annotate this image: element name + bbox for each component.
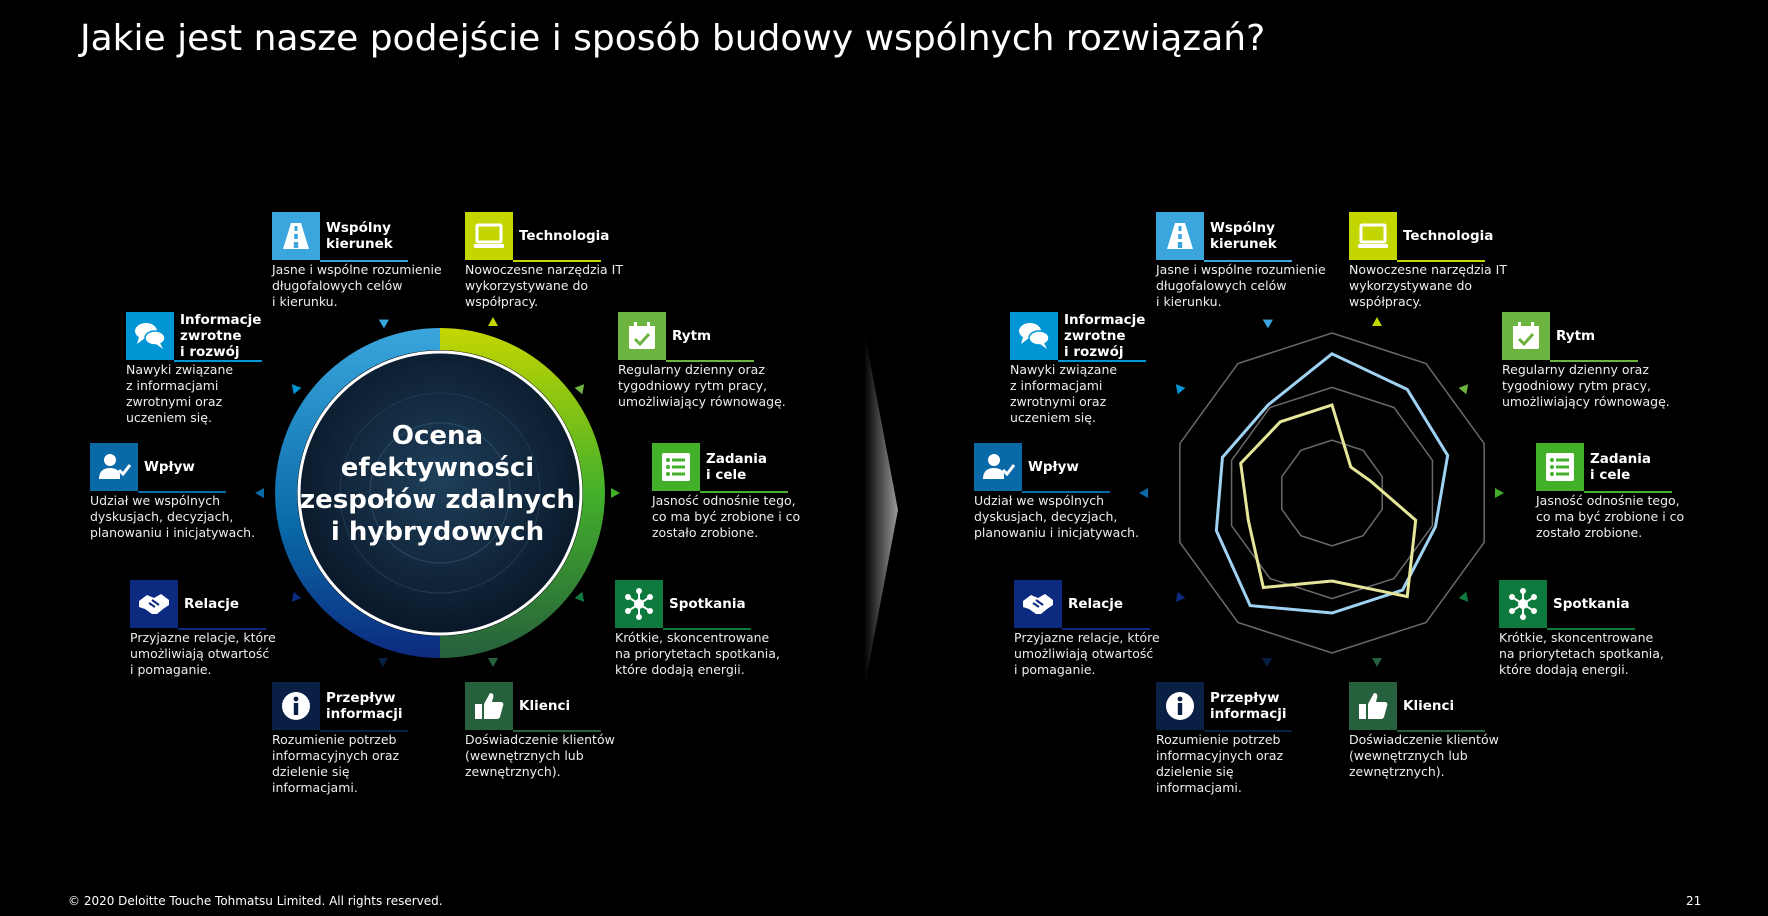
info-icon <box>272 682 320 730</box>
item-heading: Rytm <box>1556 328 1596 344</box>
item-heading: Wpływ <box>144 459 195 475</box>
radar-grid-ring-2 <box>1232 387 1433 598</box>
network-icon <box>1499 580 1547 628</box>
item-heading: Informacje zwrotne i rozwój <box>1064 312 1146 360</box>
direction-arrow-8 <box>1172 592 1185 605</box>
item-heading: Przepływ informacji <box>1210 690 1287 722</box>
calendar-check-icon <box>1502 312 1550 360</box>
direction-arrow-1 <box>1260 315 1273 328</box>
item-description: Przyjazne relacje, które umożliwiają otwartość i pomaganie. <box>130 630 276 677</box>
item-description: Regularny dzienny oraz tygodniowy rytm pracy, umożliwiający równowagę. <box>1502 362 1670 409</box>
checklist-icon <box>652 443 700 491</box>
item-description: Krótkie, skoncentrowane na priorytetach spotkania, które dodają energii. <box>1499 630 1664 677</box>
direction-arrow-3 <box>575 381 588 394</box>
item-description: Jasność odnośnie tego, co ma być zrobione i co zostało zrobione. <box>652 493 801 540</box>
direction-arrow-7 <box>1262 658 1272 667</box>
item-heading: Klienci <box>1403 698 1455 714</box>
item-description: Nawyki związane z informacjami zwrotnymi oraz uczeniem się. <box>126 362 234 425</box>
direction-arrow-1 <box>376 315 389 328</box>
item-heading: Technologia <box>1403 228 1494 244</box>
item-description: Doświadczenie klientów (wewnętrznych lub zewnętrznych). <box>465 732 615 779</box>
item-heading: Relacje <box>184 596 240 612</box>
item-description: Regularny dzienny oraz tygodniowy rytm pracy, umożliwiający równowagę. <box>618 362 786 409</box>
direction-arrow-5 <box>1459 592 1472 605</box>
item-heading: Zadania i cele <box>1590 451 1652 483</box>
item-description: Jasność odnośnie tego, co ma być zrobione i co zostało zrobione. <box>1536 493 1685 540</box>
item-description: Nowoczesne narzędzia IT wykorzystywane do współpracy. <box>465 262 623 309</box>
item-description: Rozumienie potrzeb informacyjnych oraz dzielenie się informacjami. <box>1156 732 1284 795</box>
thumbs-up-icon <box>1349 682 1397 730</box>
chat-icon <box>1010 312 1058 360</box>
center-title: Ocena efektywności zespołów zdalnych i hybrydowych <box>300 421 575 547</box>
direction-arrow-7 <box>378 658 388 667</box>
handshake-icon <box>130 580 178 628</box>
network-icon <box>615 580 663 628</box>
laptop-icon <box>1349 212 1397 260</box>
direction-arrow-6 <box>1372 658 1382 667</box>
item-heading: Spotkania <box>669 596 746 612</box>
item-description: Przyjazne relacje, które umożliwiają otwartość i pomaganie. <box>1014 630 1160 677</box>
item-description: Doświadczenie klientów (wewnętrznych lub zewnętrznych). <box>1349 732 1499 779</box>
direction-arrow-2 <box>488 317 498 326</box>
direction-arrow-5 <box>575 592 588 605</box>
user-check-icon <box>974 443 1022 491</box>
page-number: 21 <box>1686 894 1702 908</box>
laptop-icon <box>465 212 513 260</box>
item-description: Udział we wspólnych dyskusjach, decyzjach, planowaniu i inicjatywach. <box>974 493 1140 540</box>
item-heading: Spotkania <box>1553 596 1630 612</box>
direction-arrow-6 <box>488 658 498 667</box>
item-heading: Wspólny kierunek <box>1210 220 1277 252</box>
calendar-check-icon <box>618 312 666 360</box>
user-check-icon <box>90 443 138 491</box>
checklist-icon <box>1536 443 1584 491</box>
info-icon <box>1156 682 1204 730</box>
item-description: Jasne i wspólne rozumienie długofalowych celów i kierunku. <box>1156 262 1326 309</box>
road-icon <box>1156 212 1204 260</box>
page-title: Jakie jest nasze podejście i sposób budowy wspólnych rozwiązań? <box>80 18 1266 59</box>
item-heading: Klienci <box>519 698 571 714</box>
item-description: Krótkie, skoncentrowane na priorytetach spotkania, które dodają energii. <box>615 630 780 677</box>
item-heading: Informacje zwrotne i rozwój <box>180 312 262 360</box>
direction-arrow-4 <box>611 488 620 498</box>
item-heading: Zadania i cele <box>706 451 768 483</box>
direction-arrow-4 <box>1495 488 1504 498</box>
item-description: Jasne i wspólne rozumienie długofalowych celów i kierunku. <box>272 262 442 309</box>
direction-arrow-8 <box>288 592 301 605</box>
copyright: © 2020 Deloitte Touche Tohmatsu Limited. All rights reserved. <box>68 894 443 908</box>
radar-grid-ring-1 <box>1282 440 1382 546</box>
item-description: Nawyki związane z informacjami zwrotnymi oraz uczeniem się. <box>1010 362 1118 425</box>
item-heading: Rytm <box>672 328 712 344</box>
item-heading: Technologia <box>519 228 610 244</box>
item-description: Rozumienie potrzeb informacyjnych oraz dzielenie się informacjami. <box>272 732 400 795</box>
item-heading: Relacje <box>1068 596 1124 612</box>
right-diagram <box>884 0 1768 916</box>
radar-series-1 <box>1216 354 1447 613</box>
chat-icon <box>126 312 174 360</box>
road-icon <box>272 212 320 260</box>
item-description: Udział we wspólnych dyskusjach, decyzjach, planowaniu i inicjatywach. <box>90 493 256 540</box>
direction-arrow-2 <box>1372 317 1382 326</box>
radar-grid-ring-3 <box>1180 333 1484 653</box>
thumbs-up-icon <box>465 682 513 730</box>
item-heading: Przepływ informacji <box>326 690 403 722</box>
item-heading: Wspólny kierunek <box>326 220 393 252</box>
handshake-icon <box>1014 580 1062 628</box>
radar-series-2 <box>1241 405 1416 597</box>
direction-arrow-3 <box>1459 381 1472 394</box>
item-heading: Wpływ <box>1028 459 1079 475</box>
item-description: Nowoczesne narzędzia IT wykorzystywane do współpracy. <box>1349 262 1507 309</box>
